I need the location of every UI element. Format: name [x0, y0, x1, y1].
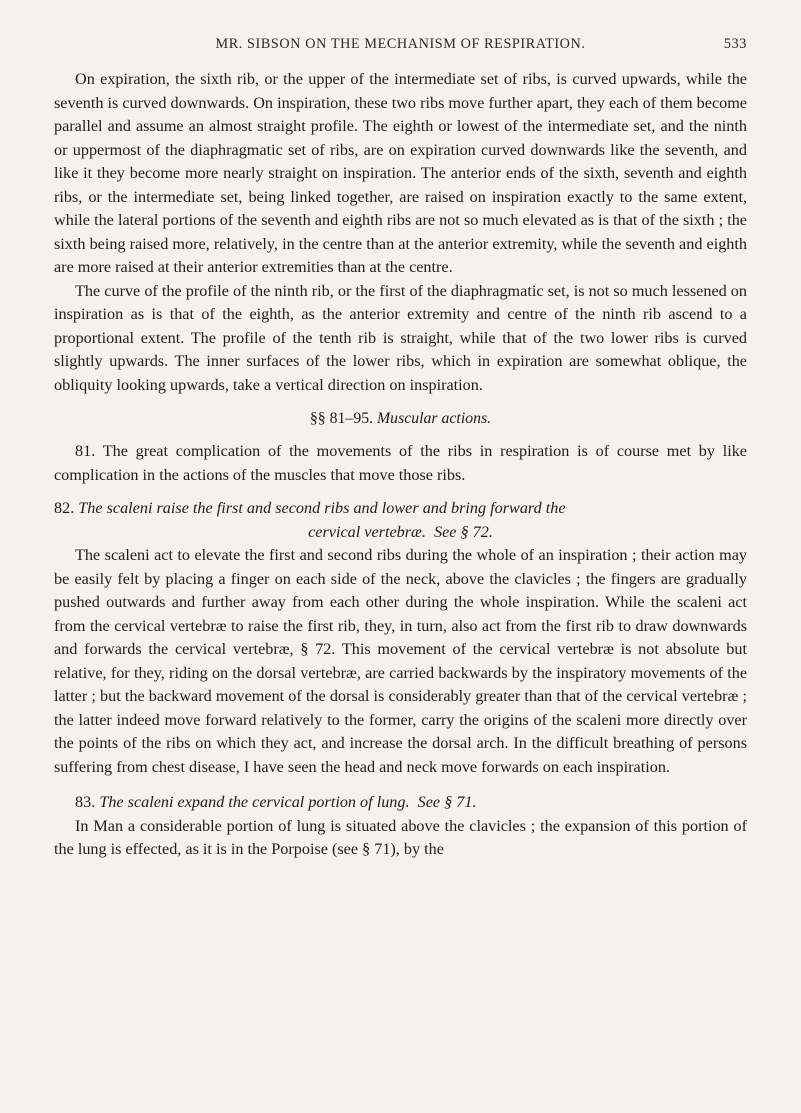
running-title: MR. SIBSON ON THE MECHANISM OF RESPIRATION. [215, 36, 586, 52]
section-83-see: See § 71. [417, 793, 477, 811]
section-83-body: In Man a considerable portion of lung is situated above the clavicles ; the expansion of this portion of the lung is effected, as it is in the Porpoise (see § 71), by the [54, 816, 747, 858]
paragraph-ninth-rib: The curve of the profile of the ninth rib, or the first of the diaphragmatic set, is not so much lessened on inspiration as is that of the eighth, as the anterior extremity and centre of the ninth rib ascend to a proportional extent. The profile of the tenth rib is straight, while that of the two lower ribs is curved slightly upwards. The inner surfaces of the lower ribs, which in expiration are somewhat oblique, the obliquity looking upwards, take a vertical direction on inspiration. [54, 281, 747, 394]
body-text [54, 68, 747, 862]
section-82-heading [54, 497, 747, 544]
section-82-body: The scaleni act to elevate the first and second ribs during the whole of an inspiration ; their action may be easily felt by placing a finger on each side of the neck, above the clavicles ; the fingers are gradually pushed outwards and further away from each other during the whole inspiration. While the scaleni act from the cervical vertebræ to raise the first rib, they, in turn, also act from the first rib to draw downwards and forwards the cervical vertebræ, § 72. This movement of the cervical vertebræ is not absolute but relative, for they, riding on the dorsal vertebræ, are carried backwards by the inspiratory movements of the latter ; but the backward movement of the dorsal is considerably greater than that of the cervical vertebræ ; the latter indeed move forward relatively to the former, carry the origins of the scaleni more directly over the points of the ribs on which they act, and increase the dorsal arch. In the difficult breathing of persons suffering from chest disease, I have seen the head and neck move forwards on each inspiration. [54, 546, 747, 776]
section-heading-title: Muscular actions. [377, 410, 492, 427]
page-number: 533 [723, 36, 747, 52]
section-82-see: See § 72. [433, 522, 493, 541]
section-83-heading-text: The scaleni expand the cervical portion of lung. [99, 793, 410, 811]
section-heading [54, 407, 747, 430]
section-83-number: 83. [75, 793, 96, 811]
section-82-number: 82. [54, 499, 75, 517]
paragraph-ribs-curvature: On expiration, the sixth rib, or the upper of the intermediate set of ribs, is curved upwards, while the seventh is curved downwards. On inspiration, these two ribs move further apart, they each of them become parallel and assume an almost straight profile. The eighth or lowest of the intermediate set, and the ninth or uppermost of the diaphragmatic set of ribs, are on expiration curved downwards like the seventh, and like it they become more nearly straight on inspiration. The anterior ends of the sixth, seventh and eighth ribs, or the intermediate set, being linked together, are raised on inspiration exactly to the same extent, while the lateral portions of the seventh and eighth ribs are not so much elevated as is that of the sixth ; the sixth being raised more, relatively, in the centre than at the anterior extremity, while the seventh and eighth are more raised at their anterior extremities than at the centre. [54, 70, 747, 276]
section-81-text: The great complication of the movements of the ribs in respiration is of course met by like complication in the actions of the muscles that move those ribs. [54, 442, 747, 484]
section-83-heading-wrap [54, 791, 747, 815]
section-81-number: 81. [75, 442, 96, 460]
running-head [54, 36, 747, 62]
section-83-heading [54, 791, 747, 815]
section-82-heading-line2: cervical vertebræ. [308, 522, 426, 541]
section-82-heading-line1: The scaleni raise the first and second ribs and lower and bring forward the [78, 499, 566, 517]
section-82-heading-line2-wrap [54, 521, 747, 545]
section-81 [54, 440, 747, 487]
section-heading-prefix: §§ 81–95. [309, 410, 374, 427]
